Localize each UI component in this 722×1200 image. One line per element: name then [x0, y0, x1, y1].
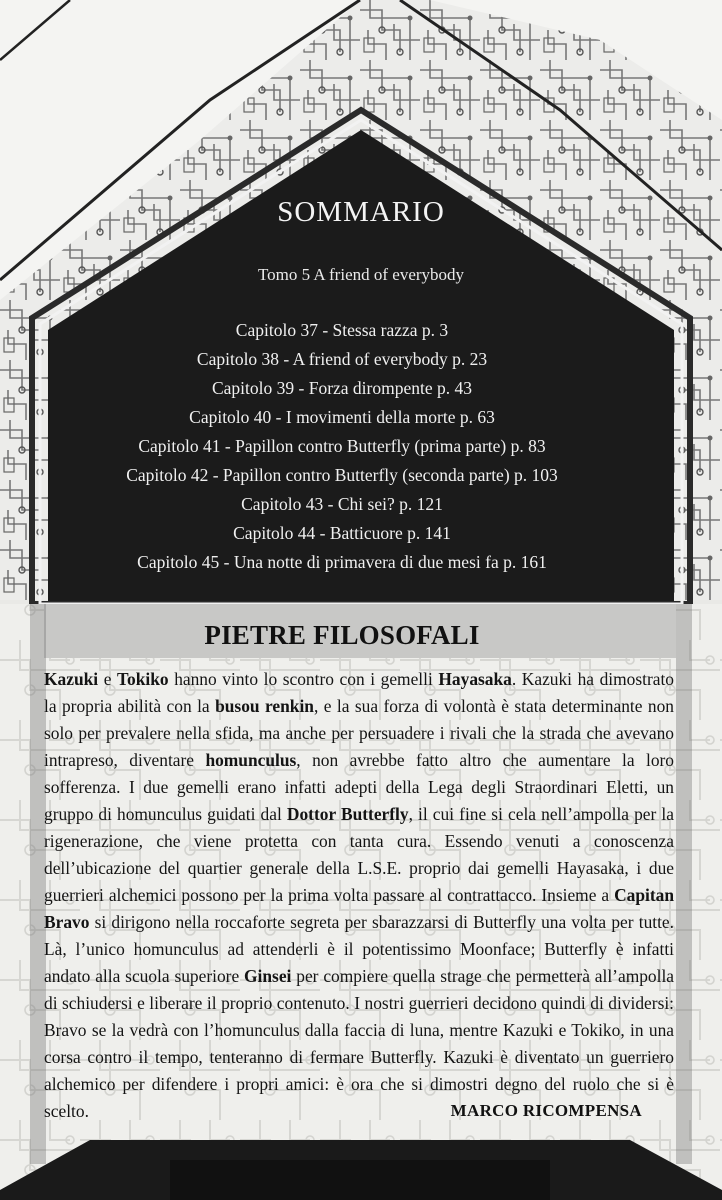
- bold-name: Dottor Butterfly: [286, 804, 409, 824]
- body-text: per compiere quella strage che permetterà all’ampolla di schiudersi e liberare il proprio contenuto. I nostri guerrieri decidono quindi di dividersi: Bravo se la vedrà con l’homunculus dalla faccia di luna, mentre Kazuki e Tokiko, in una corsa contro il tempo, tenteranno di fermare Butterfly. Kazuki è diventato un guerriero alchemico per difendere i propri amici: è ora che si dimostri degno del ruolo che si è scelto.: [44, 966, 674, 1121]
- article-title: PIETRE FILOSOFALI: [204, 620, 480, 650]
- bold-name: Kazuki: [44, 669, 99, 689]
- body-text: , il cui fine si cela nell’ampolla per la rigenerazione, che viene protetta con tanta cura. Essendo venuti a conoscenza dell’ubicazione del quartier generale della L.S.E. proprio dai gemelli Hayasaka, i due guerrieri alchemici possono per la prima volta passare al contrattacco. Insieme a: [44, 804, 674, 905]
- body-text: e: [98, 669, 118, 689]
- chapter-item: Capitolo 40 - I movimenti della morte p. 63: [189, 407, 495, 427]
- bold-term: busou renkin: [215, 696, 314, 716]
- author-signature: MARCO RICOMPENSA: [450, 1101, 642, 1120]
- article-body: [44, 666, 674, 1125]
- volume-title: Tomo 5 A friend of everybody: [257, 265, 465, 284]
- body-text: hanno vinto lo scontro con i gemelli: [168, 669, 439, 689]
- chapter-item: Capitolo 44 - Batticuore p. 141: [233, 523, 451, 543]
- chapter-list: [0, 316, 684, 577]
- bold-term: homunculus: [205, 750, 297, 770]
- bold-name: Hayasaka: [438, 669, 512, 689]
- body-text: , non avrebbe fatto altro che aumentare la loro sofferenza. I due gemelli erano infatti adepti della Lega degli Straordinari Eletti, un gruppo di homunculus guidati dal: [44, 750, 674, 824]
- chapter-item: Capitolo 42 - Papillon contro Butterfly (seconda parte) p. 103: [126, 465, 558, 485]
- body-text: si dirigono nella roccaforte segreta per sbarazzarsi di Butterfly una volta per tutte. Là, l’unico homunculus ad attenderli è il potentissimo Moonface; Butterfly è infatti andato alla scuola superiore: [44, 912, 674, 986]
- bold-name: Capitan Bravo: [44, 885, 674, 932]
- chapter-item: Capitolo 41 - Papillon contro Butterfly (prima parte) p. 83: [138, 436, 546, 456]
- bold-name: Tokiko: [117, 669, 169, 689]
- bold-name: Ginsei: [244, 966, 292, 986]
- chapter-item: Capitolo 39 - Forza dirompente p. 43: [211, 378, 473, 398]
- body-text: , e la sua forza di volontà è stata determinante non solo per prevalere nella sfida, ma anche per persuadere i rivali che la strada che avevano intrapreso, diventare: [44, 696, 674, 770]
- chapter-item: Capitolo 37 - Stessa razza p. 3: [235, 320, 449, 340]
- toc-title: SOMMARIO: [277, 196, 445, 228]
- chapter-item: Capitolo 45 - Una notte di primavera di due mesi fa p. 161: [137, 552, 547, 572]
- chapter-item: Capitolo 38 - A friend of everybody p. 23: [196, 349, 488, 369]
- chapter-item: Capitolo 43 - Chi sei? p. 121: [241, 494, 443, 514]
- body-text: . Kazuki ha dimostrato la propria abilità con la: [44, 669, 674, 716]
